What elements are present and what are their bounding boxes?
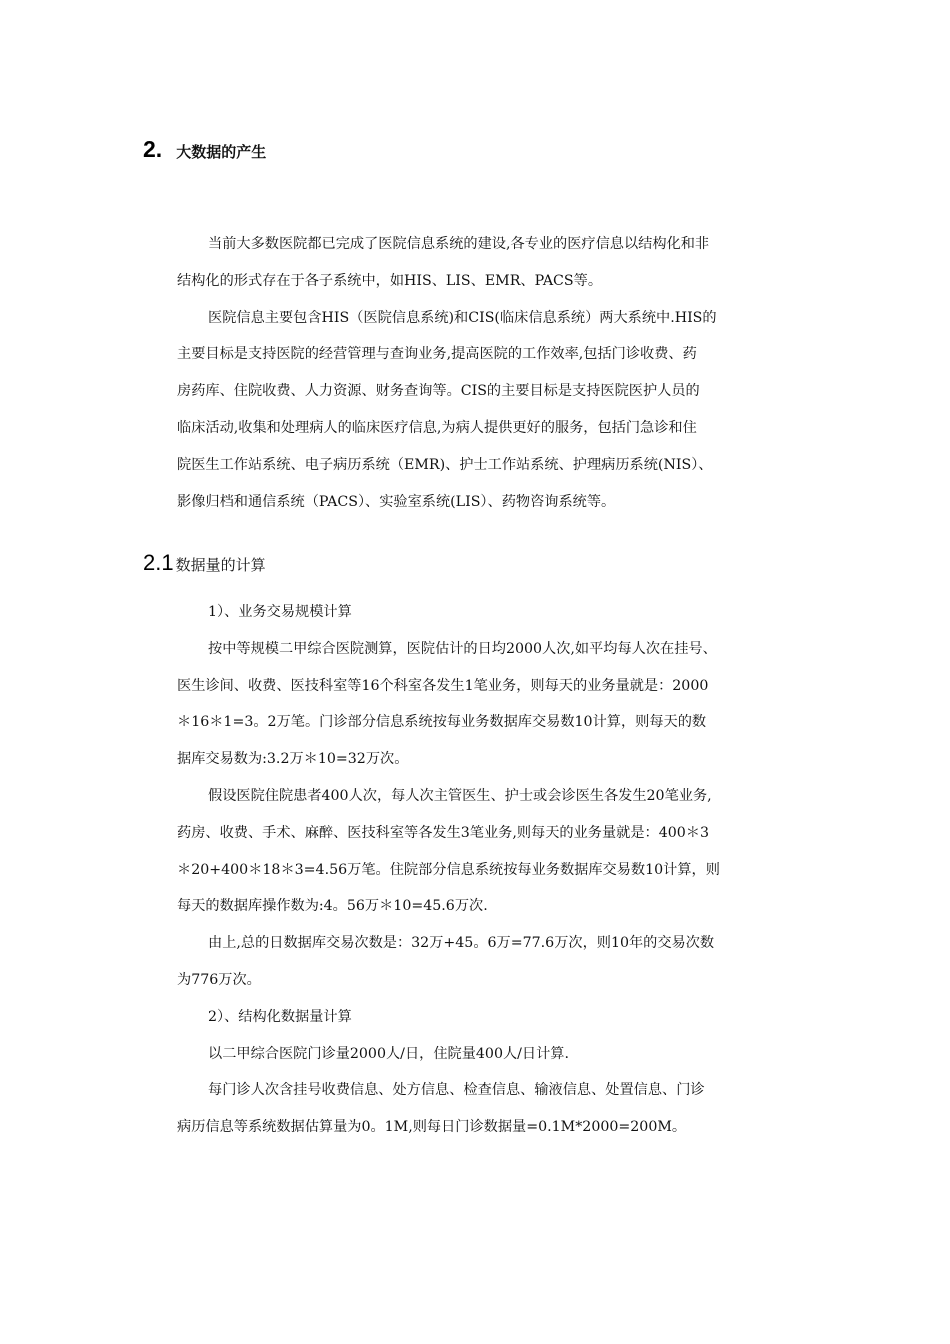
subsection-title: 数据量的计算 (175, 556, 266, 574)
calc-text-block (177, 594, 817, 1146)
paragraph-overview: 当前大多数医院都已完成了医院信息系统的建设,各专业的医疗信息以结构化和非 结构化的形式存在于各子系统中，如HIS、LIS、EMR、PACS等。 (177, 236, 710, 289)
paragraph-his-cis: 医院信息主要包含HIS（医院信息系统)和CIS(临床信息系统）两大系统中.HIS的 主要目标是支持医院的经营管理与查询业务,提高医院的工作效率,包括门诊收费、药 房药库、住院收费、人力资源、财务查询等。CIS的主要目标是支持医院医护人员的 临床活动,收集和处理病人的临床医疗信息,为病人提供更好的服务，包括门急诊和住 院医生工作站系统、电子病历系统（EMR)、护士工作站系统、护理病历系统(NIS）、 影像归档和通信系统（PACS）、实验室系统(LIS）、药物咨询系统等。 (177, 309, 717, 510)
section-heading-sub (143, 550, 266, 576)
item-heading-structured-data: 2）、结构化数据量计算 (208, 1008, 352, 1025)
paragraph-total-calc: 由上,总的日数据库交易次数是：32万+45。6万=77.6万次，则10年的交易次数 为776万次。 (177, 935, 715, 988)
paragraph-outpatient-calc: 按中等规模二甲综合医院测算，医院估计的日均2000人次,如平均每人次在挂号、 医生诊间、收费、医技科室等16个科室各发生1笔业务，则每天的业务量就是：2000 ＊16＊1=3。2万笔。门诊部分信息系统按每业务数据库交易数10计算，则每天的数 据库交易数为:3.2万＊10=32万次。 (177, 640, 717, 768)
section-number: 2. (143, 136, 163, 162)
intro-text-block (177, 226, 817, 520)
subsection-number: 2.1 (143, 550, 174, 575)
paragraph-outpatient-data: 每门诊人次含挂号收费信息、处方信息、检查信息、输液信息、处置信息、门诊 病历信息等系统数据估算量为0。1M,则每日门诊数据量=0.1M*2000=200M。 (177, 1082, 705, 1136)
section-title: 大数据的产生 (176, 143, 267, 161)
section-heading-main (143, 136, 266, 163)
paragraph-inpatient-calc: 假设医院住院患者400人次，每人次主管医生、护士或会诊医生各发生20笔业务, 药房、收费、手术、麻醉、医技科室等各发生3笔业务,则每天的业务量就是：400＊3 ＊20+400＊18＊3=4.56万笔。住院部分信息系统按每业务数据库交易数10计算，则 每天的数据库操作数为:4。56万＊10=45.6万次. (177, 787, 720, 915)
paragraph-volume-basis: 以二甲综合医院门诊量2000人/日，住院量400人/日计算. (208, 1045, 570, 1062)
item-heading-transactions: 1）、业务交易规模计算 (208, 604, 352, 620)
